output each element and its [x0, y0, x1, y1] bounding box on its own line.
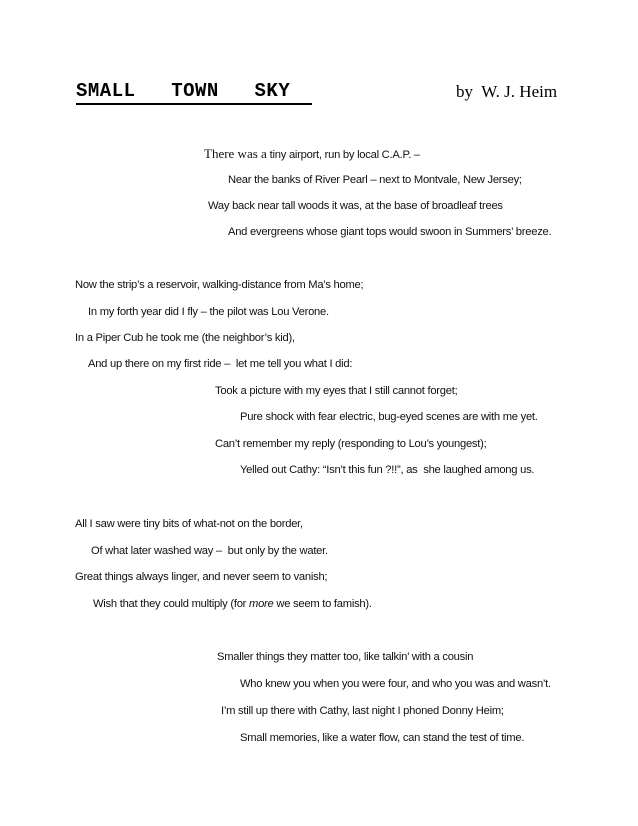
- stanza1-line2: Near the banks of River Pearl – next to Montvale, New Jersey;: [228, 174, 522, 186]
- stanza2-line4: And up there on my first ride – let me tell you what I did:: [88, 358, 353, 370]
- stanza2-line1: Now the strip’s a reservoir, walking-distance from Ma’s home;: [75, 279, 364, 291]
- stanza2-line2: In my forth year did I fly – the pilot was Lou Verone.: [88, 306, 329, 318]
- stanza3-line4: [93, 597, 372, 611]
- stanza3-line3: Great things always linger, and never seem to vanish;: [75, 571, 328, 583]
- stanza2-line5: Took a picture with my eyes that I still cannot forget;: [215, 385, 458, 397]
- stanza1-line3: Way back near tall woods it was, at the base of broadleaf trees: [208, 200, 503, 212]
- stanza3-line4-a: Wish that they could multiply (for: [93, 598, 250, 610]
- author-byline: by W. J. Heim: [456, 82, 558, 101]
- stanza4-line2: Who knew you when you were four, and who you was and wasn’t.: [240, 678, 551, 690]
- title-underline: [76, 103, 312, 105]
- stanza1-line1: [204, 147, 420, 162]
- stanza4-line3: I’m still up there with Cathy, last night I phoned Donny Heim;: [221, 705, 504, 717]
- stanza2-line3: In a Piper Cub he took me (the neighbor’s kid),: [75, 332, 295, 344]
- stanza2-line6: Pure shock with fear electric, bug-eyed scenes are with me yet.: [240, 411, 538, 423]
- stanza1-line1-rest: tiny airport, run by local C.A.P. –: [266, 149, 420, 161]
- stanza4-line1: Smaller things they matter too, like talkin’ with a cousin: [217, 651, 474, 663]
- stanza3-line4-b: we seem to famish).: [273, 598, 372, 610]
- stanza2-line7: Can’t remember my reply (responding to Lou’s youngest);: [215, 438, 487, 450]
- stanza1-line1-lead: There was a: [204, 146, 267, 161]
- stanza1-line4: And evergreens whose giant tops would swoon in Summers’ breeze.: [228, 226, 552, 238]
- poem-title: SMALL TOWN SKY: [76, 80, 291, 102]
- stanza3-line4-emphasis: more: [249, 598, 274, 610]
- stanza3-line1: All I saw were tiny bits of what-not on the border,: [75, 518, 303, 530]
- stanza4-line4: Small memories, like a water flow, can stand the test of time.: [240, 732, 525, 744]
- stanza2-line8: Yelled out Cathy: “Isn’t this fun ?!!”, as she laughed among us.: [240, 464, 535, 476]
- stanza3-line2: Of what later washed way – but only by the water.: [91, 545, 328, 557]
